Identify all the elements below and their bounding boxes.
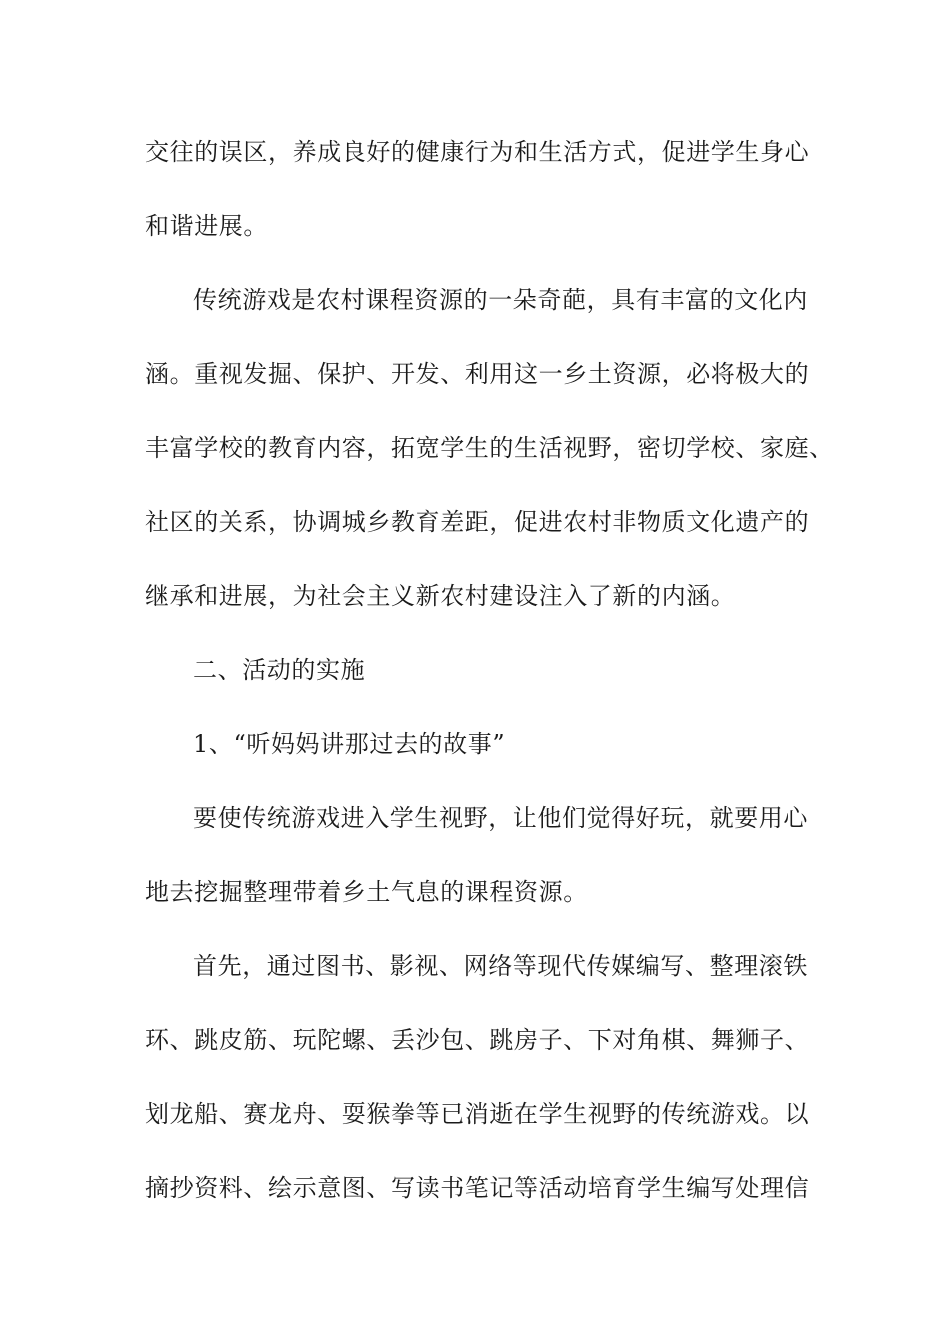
text-line: 涵。重视发掘、保护、开发、利用这一乡土资源，必将极大的 — [145, 360, 810, 388]
text-line: 摘抄资料、绘示意图、写读书笔记等活动培育学生编写处理信 — [145, 1174, 810, 1202]
text-line: 环、跳皮筋、玩陀螺、丢沙包、跳房子、下对角棋、舞狮子、 — [145, 1026, 810, 1054]
text-line: 和谐进展。 — [145, 212, 268, 240]
text-line: 丰富学校的教育内容，拓宽学生的生活视野，密切学校、家庭、 — [145, 434, 834, 462]
text-line: 划龙船、赛龙舟、耍猴拳等已消逝在学生视野的传统游戏。以 — [145, 1100, 810, 1128]
text-line: 要使传统游戏进入学生视野，让他们觉得好玩，就要用心 — [193, 804, 808, 832]
section-heading: 二、活动的实施 — [193, 656, 366, 684]
text-line: 地去挖掘整理带着乡土气息的课程资源。 — [145, 878, 588, 906]
text-line: 继承和进展，为社会主义新农村建设注入了新的内涵。 — [145, 582, 736, 610]
subsection-heading: 1、“听妈妈讲那过去的故事” — [193, 730, 506, 758]
text-line: 社区的关系，协调城乡教育差距，促进农村非物质文化遗产的 — [145, 508, 810, 536]
text-line: 传统游戏是农村课程资源的一朵奇葩，具有丰富的文化内 — [193, 286, 808, 314]
text-line: 交往的误区，养成良好的健康行为和生活方式，促进学生身心 — [145, 138, 810, 166]
text-line: 首先，通过图书、影视、网络等现代传媒编写、整理滚铁 — [193, 952, 808, 980]
document-body — [145, 128, 834, 1238]
